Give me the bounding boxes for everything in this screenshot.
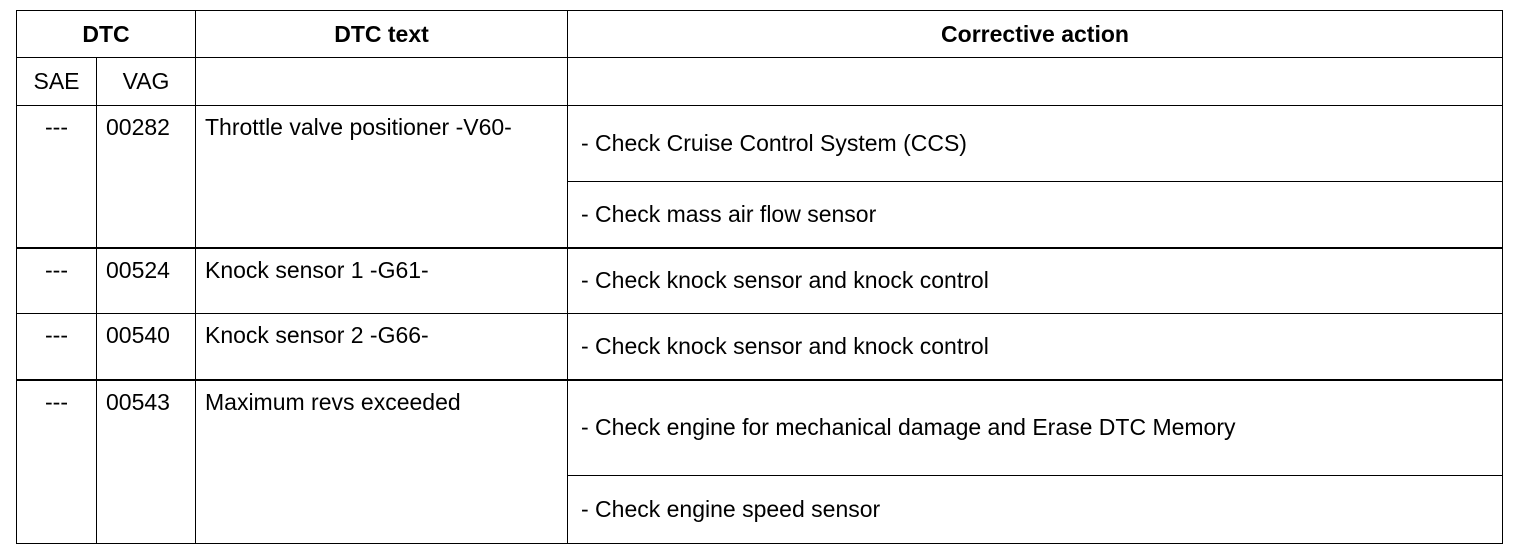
subheader-empty-cell [568,58,1503,106]
corrective-action: - Check knock sensor and knock control [568,314,1503,380]
vag-code: 00540 [97,314,196,380]
header-sae: SAE [17,58,97,106]
table-row [17,106,1503,182]
corrective-action: - Check Cruise Control System (CCS) [568,106,1503,182]
table-row [17,314,1503,380]
sae-code: --- [17,380,97,544]
header-dtc-text: DTC text [196,11,568,58]
subheader-row [17,58,1503,106]
vag-code: 00524 [97,248,196,314]
header-row [17,11,1503,58]
subheader-empty-cell [196,58,568,106]
corrective-action: - Check engine for mechanical damage and Erase DTC Memory [568,380,1503,476]
header-corrective-action: Corrective action [568,11,1503,58]
corrective-action: - Check mass air flow sensor [568,182,1503,248]
dtc-table [16,10,1503,544]
vag-code: 00282 [97,106,196,248]
sae-code: --- [17,106,97,248]
header-dtc: DTC [17,11,196,58]
header-vag: VAG [97,58,196,106]
table-row [17,380,1503,476]
sae-code: --- [17,248,97,314]
corrective-action: - Check engine speed sensor [568,476,1503,544]
dtc-text: Throttle valve positioner -V60- [196,106,568,248]
table-row [17,248,1503,314]
sae-code: --- [17,314,97,380]
corrective-action: - Check knock sensor and knock control [568,248,1503,314]
dtc-text: Maximum revs exceeded [196,380,568,544]
dtc-text: Knock sensor 2 -G66- [196,314,568,380]
dtc-text: Knock sensor 1 -G61- [196,248,568,314]
vag-code: 00543 [97,380,196,544]
